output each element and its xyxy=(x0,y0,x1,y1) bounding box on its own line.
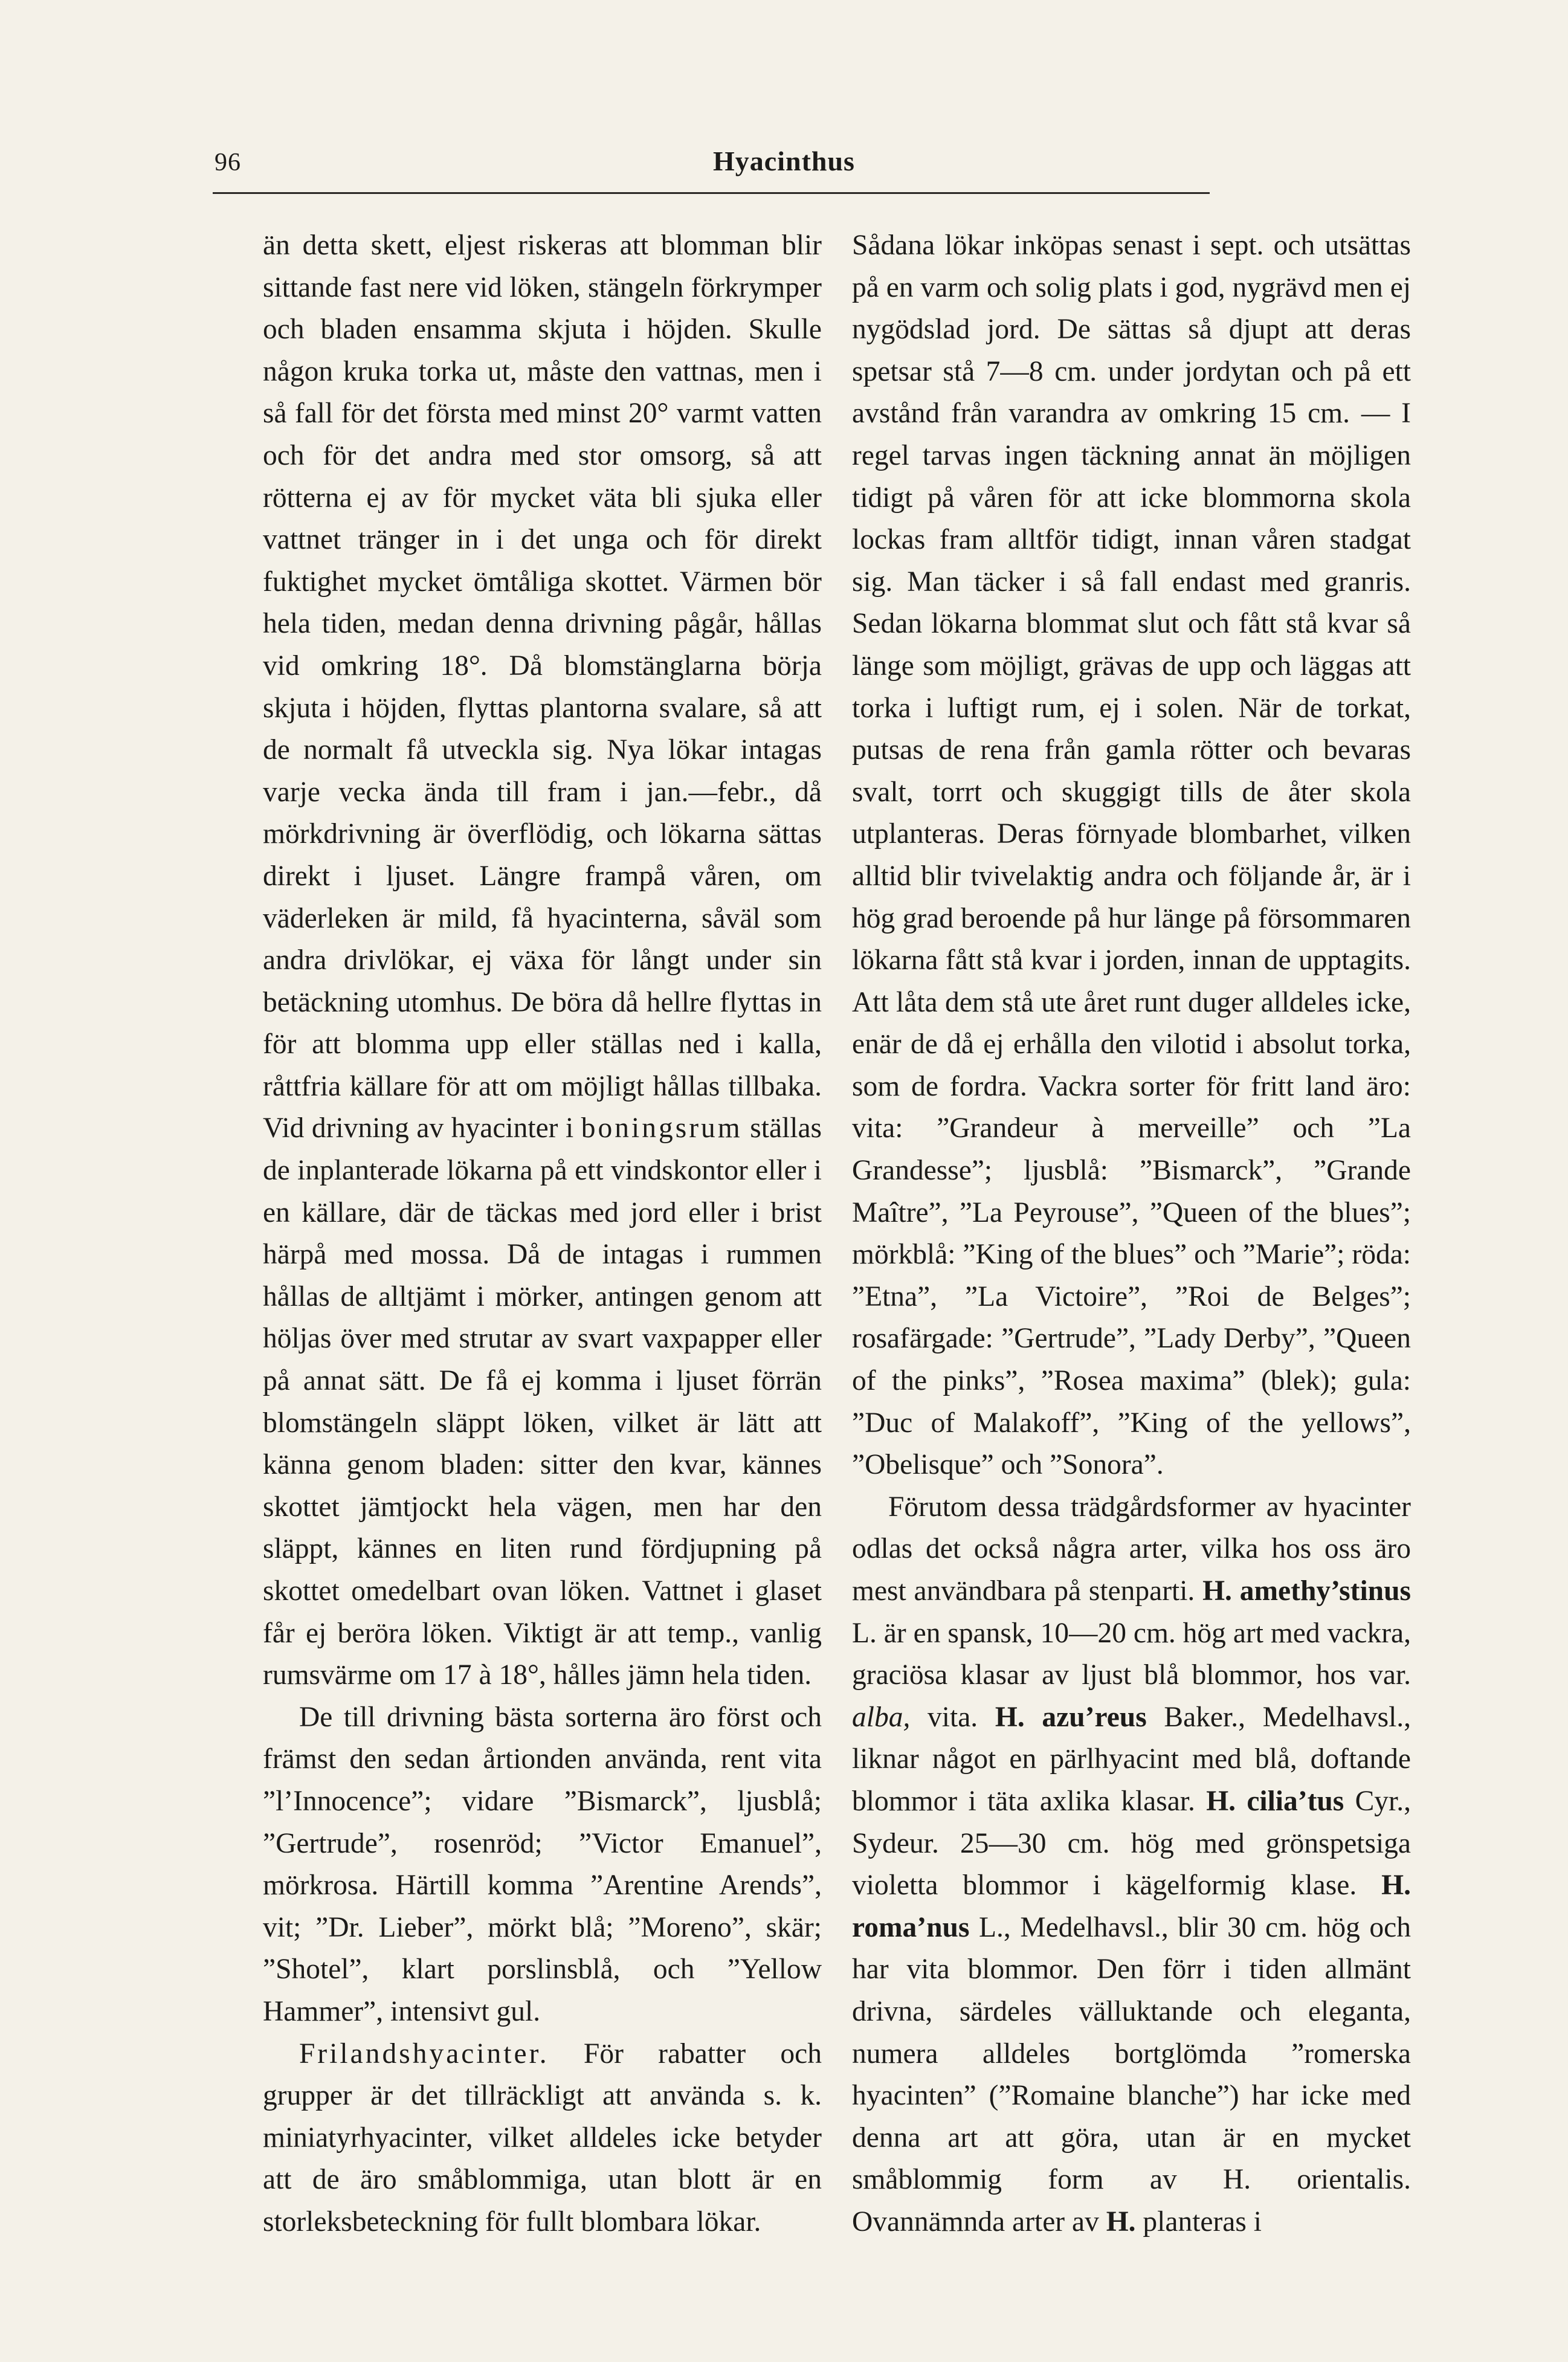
paragraph: De till drivning bästa sorterna äro först och främst den sedan årtionden använda, rent vita ”l’Innocence”; vidare ”Bismarck”, ljusblå; ”Gertrude”, rosenröd; ”Victor Emanuel”, mörkrosa. Härtill komma ”Arentine Arends”, vit; ”Dr. Lieber”, mörkt blå; ”Moreno”, skär; ”Shotel”, klart porslinsblå, och ”Yellow Hammer”, intensivt gul. xyxy=(263,1701,822,2027)
species-name: H. azu’reus xyxy=(995,1701,1147,1733)
header-rule xyxy=(213,192,1210,194)
paragraph xyxy=(263,2033,822,2244)
paragraph xyxy=(263,225,822,1697)
text-run: Förutom dessa trädgårdsformer av hyacinter odlas det också några arter, vilka hos oss äro mest användbara på stenparti. xyxy=(852,1491,1411,1607)
genus-abbrev: H. xyxy=(1106,2206,1136,2238)
species-name: H. cilia’tus xyxy=(1206,1785,1344,1817)
variety-name: alba, xyxy=(852,1701,911,1733)
text-run: än detta skett, eljest riskeras att blomman blir sittande fast nere vid löken, stängeln förkrymper och bladen ensamma skjuta i höjden. Skulle någon kruka torka ut, måste den vattnas, men i så fall för det första med minst 20° varmt vatten och för det andra med stor omsorg, så att rötterna ej av för mycket väta bli sjuka eller vattnet tränger in i det unga och för direkt fuktighet mycket ömtåliga skottet. Värmen bör hela tiden, medan denna drivning pågår, hållas vid omkring 18°. Då blomstänglarna börja skjuta i höjden, flyttas plantorna svalare, så att de normalt få utveckla sig. Nya lökar intagas varje vecka ända till fram i jan.—febr., då mörkdrivning är överflödig, och lökarna sättas direkt i ljuset. Längre frampå våren, om väderleken är mild, få hyacinterna, såväl som andra drivlökar, ej växa för långt under sin betäckning utomhus. De böra då hellre flyttas in för att blomma upp eller ställas ned i kalla, råttfria källare för att om möjligt hållas tillbaka. Vid drivning av hyacinter i xyxy=(263,230,822,1144)
text-run: vita. xyxy=(928,1701,978,1733)
paragraph: Sådana lökar inköpas senast i sept. och utsättas på en varm och solig plats i god, nygrävd men ej nygödslad jord. De sättas så djupt att deras spetsar stå 7—8 cm. under jordytan och på ett avstånd från varandra av omkring 15 cm. — I regel tarvas ingen täckning annat än möjligen tidigt på våren för att icke blommorna skola lockas fram alltför tidigt, innan våren stadgat sig. Man täcker i så fall endast med granris. Sedan lökarna blommat slut och fått stå kvar så länge som möjligt, grävas de upp och läggas att torka i luftigt rum, ej i solen. När de torkat, putsas de rena från gamla rötter och bevaras svalt, torrt och skuggigt tills de åter skola utplanteras. Deras förnyade blombarhet, vilken alltid blir tvivelaktig andra och följande år, är i hög grad beroende på hur länge på försommaren lökarna fått stå kvar i jorden, innan de upptagits. Att låta dem stå ute året runt duger alldeles icke, enär de då ej erhålla den vilotid i absolut torka, som de fordra. Vackra sorter för fritt land äro: vita: ”Grandeur à merveille” och ”La Grandesse”; ljusblå: ”Bismarck”, ”Grande Maître”, ”La Peyrouse”, ”Queen of the blues”; mörkblå: ”King of the blues” och ”Marie”; röda: ”Etna”, ”La Victoire”, ”Roi de Belges”; rosafärgade: ”Gertrude”, ”Lady Derby”, ”Queen of the pinks”, ”Rosea maxima” (blek); gula: ”Duc of Malakoff”, ”King of the yellows”, ”Obelisque” och ”Sonora”. xyxy=(852,230,1411,1481)
page-number: 96 xyxy=(215,149,241,176)
text-run: planteras i xyxy=(1143,2206,1262,2238)
running-title: Hyacinthus xyxy=(713,146,855,176)
species-name: H. amethy’stinus xyxy=(1202,1575,1411,1607)
text-run: Baker., Medelhavsl., liknar något en pärlhyacint med blå, doftande blommor i täta axlika klasar. xyxy=(852,1701,1412,1817)
paragraph xyxy=(852,1486,1411,2244)
text-run: För rabatter och grupper är det tillräckligt att använda s. k. miniatyrhyacinter, vilket alldeles icke betyder att de äro småblommiga, utan blott är en storleksbeteckning för fullt blombara lökar. xyxy=(263,2038,822,2238)
text-run: L., Medelhavsl., blir 30 cm. hög och har vita blommor. Den förr i tiden allmänt drivna, särdeles välluktande och eleganta, numera alldeles bortglömda ”romerska hyacinten” (”Romaine blanche”) har icke med denna art att göra, utan är en mycket småblommig form av H. orientalis. Ovannämnda arter av xyxy=(852,1911,1412,2238)
left-column xyxy=(263,225,822,2244)
text-run: L. är en spansk, 10—20 cm. hög art med vackra, graciösa klasar av ljust blå blommor, hos var. xyxy=(852,1617,1411,1691)
spaced-term: boningsrum xyxy=(581,1112,743,1144)
section-heading: Frilandshyacinter. xyxy=(299,2038,549,2070)
species-name: H. roma’nus xyxy=(852,1870,1411,1943)
text-run: Cyr., Sydeur. 25—30 cm. hög med grönspetsiga violetta blommor i kägelformig klase. xyxy=(852,1785,1411,1902)
right-column xyxy=(852,225,1411,2244)
text-run: ställas de inplanterade lökarna på ett vindskontor eller i en källare, där de täckas med jord eller i brist härpå med mossa. Då de intagas i rummen hållas de alltjämt i mörker, antingen genom att höljas över med strutar av svart vaxpapper eller på annat sätt. De få ej komma i ljuset förrän blomstängeln släppt löken, vilket är lätt att känna genom bladen: sitter den kvar, kännes skottet jämtjockt hela vägen, men har den släppt, kännes en liten rund fördjupning på skottet omedelbart ovan löken. Vattnet i glaset får ej beröra löken. Viktigt är att temp., vanlig rumsvärme om 17 à 18°, hålles jämn hela tiden. xyxy=(263,1112,822,1691)
